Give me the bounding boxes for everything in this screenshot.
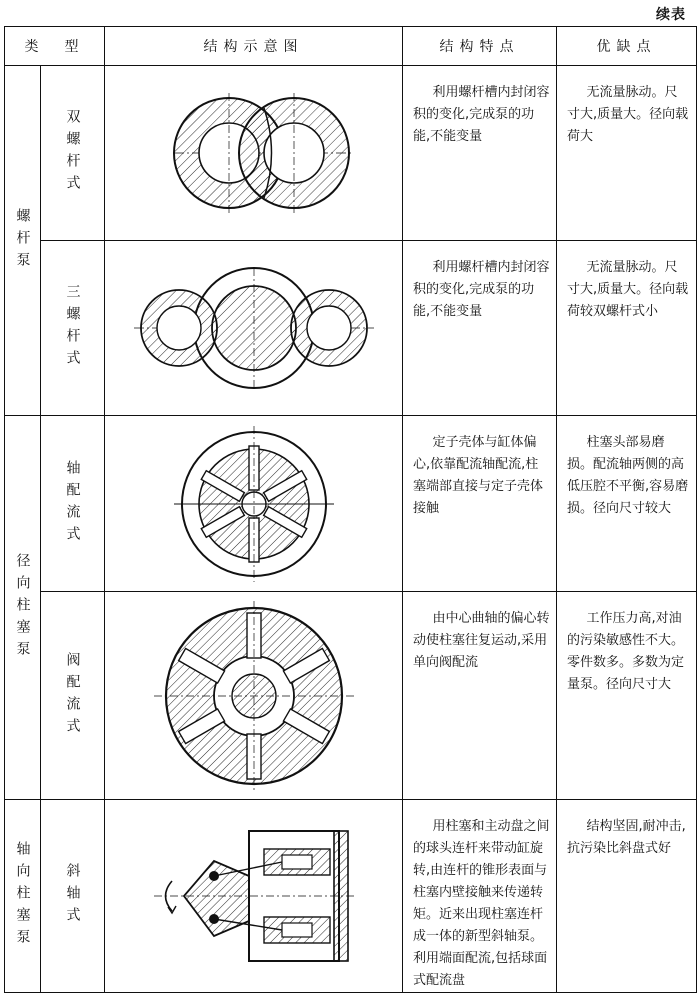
subtype-cell [41,416,105,592]
diagram-cell [105,66,403,241]
features-cell: 由中心曲轴的偏心转动使柱塞往复运动,采用单向阀配流 [403,592,557,800]
features-cell: 利用螺杆槽内封闭容积的变化,完成泵的功能,不能变量 [403,241,557,416]
category-cell [5,800,41,993]
continued-label: 续表 [656,7,686,23]
pros-cons-cell: 工作压力高,对油的污染敏感性不大。零件数多。多数为定量泵。径向尺寸大 [557,592,697,800]
header-features: 结构特点 [403,27,557,66]
category-label: 轴向柱塞泵 [14,841,31,951]
subtype-cell [41,800,105,993]
subtype-cell [41,592,105,800]
subtype-label: 阀配流式 [64,651,81,740]
subtype-cell [41,241,105,416]
valve-distribution-diagram [154,601,354,791]
header-pros-cons: 优缺点 [557,27,697,66]
table-row [5,66,697,241]
table-row [5,416,697,592]
diagram-cell [105,592,403,800]
category-label: 径向柱塞泵 [14,552,31,663]
pros-cons-cell: 无流量脉动。尺寸大,质量大。径向载荷大 [557,66,697,241]
category-cell [5,416,41,800]
pump-comparison-table [4,26,697,993]
features-cell: 利用螺杆槽内封闭容积的变化,完成泵的功能,不能变量 [403,66,557,241]
header-diagram: 结构示意图 [105,27,403,66]
subtype-label: 轴配流式 [64,459,81,548]
table-row [5,241,697,416]
category-cell [5,66,41,416]
shaft-distribution-diagram [154,424,354,584]
pros-cons-cell: 柱塞头部易磨损。配流轴两侧的高低压腔不平衡,容易磨损。径向尺寸较大 [557,416,697,592]
bent-axis-diagram [154,821,354,971]
subtype-label: 斜轴式 [64,863,81,929]
category-label: 螺杆泵 [14,207,31,274]
subtype-label: 三螺杆式 [64,284,81,372]
diagram-cell [105,416,403,592]
features-cell: 定子壳体与缸体偏心,依靠配流轴配流,柱塞端部直接与定子壳体接触 [403,416,557,592]
twin-screw-diagram [134,93,374,213]
table-row [5,800,697,993]
diagram-cell [105,800,403,993]
triple-screw-diagram [134,263,374,393]
subtype-label: 双螺杆式 [64,109,81,197]
header-type: 类 型 [5,27,105,66]
pros-cons-cell: 结构坚固,耐冲击,抗污染比斜盘式好 [557,800,697,993]
subtype-cell [41,66,105,241]
pros-cons-cell: 无流量脉动。尺寸大,质量大。径向载荷较双螺杆式小 [557,241,697,416]
header-row [5,27,697,66]
diagram-cell [105,241,403,416]
features-cell: 用柱塞和主动盘之间的球头连杆来带动缸旋转,由连杆的锥形表面与柱塞内壁接触来传递转矩。近来出现柱塞连杆成一体的新型斜轴泵。利用端面配流,包括球面式配流盘 [403,800,557,993]
table-row [5,592,697,800]
